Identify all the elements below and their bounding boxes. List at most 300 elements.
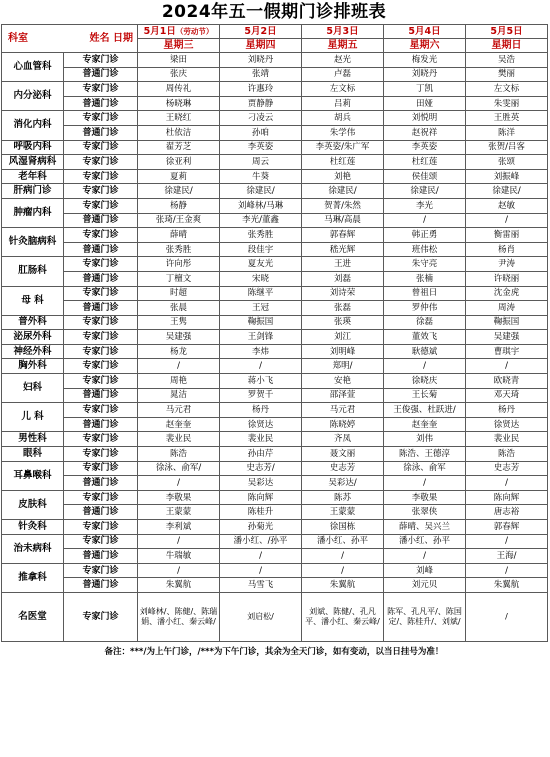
doctor-cell: 张庆 [138, 67, 220, 82]
doctor-cell: 刘伟 [384, 432, 466, 447]
dept-header-label: 科室 [8, 33, 28, 44]
doctor-cell: 马雪飞 [220, 578, 302, 593]
clinic-type: 专家门诊 [64, 330, 138, 345]
doctor-cell: 吴建强 [466, 330, 548, 345]
date-header [302, 25, 384, 39]
schedule-row [2, 476, 548, 491]
doctor-cell: 王长菊 [384, 388, 466, 403]
doctor-cell: 杨晓琳 [138, 96, 220, 111]
clinic-type: 专家门诊 [64, 534, 138, 549]
doctor-cell: / [220, 549, 302, 564]
department-name: 呼吸内科 [2, 140, 64, 155]
clinic-type: 专家门诊 [64, 155, 138, 170]
schedule-row [2, 578, 548, 593]
doctor-cell: 徐贤达 [466, 417, 548, 432]
schedule-row [2, 271, 548, 286]
doctor-cell: 邵泽萱 [302, 388, 384, 403]
doctor-cell: 马元君 [302, 403, 384, 418]
doctor-cell: 陈向辉 [220, 490, 302, 505]
doctor-cell: 聂文丽 [302, 447, 384, 462]
doctor-cell: 王胜英 [466, 111, 548, 126]
department-name: 针灸科 [2, 520, 64, 535]
clinic-type: 专家门诊 [64, 315, 138, 330]
doctor-cell: 潘小红、孙平 [384, 534, 466, 549]
doctor-cell: 刘诗荣 [302, 286, 384, 301]
clinic-type: 专家门诊 [64, 432, 138, 447]
doctor-cell: 王剑锋 [220, 330, 302, 345]
department-name: 皮肤科 [2, 490, 64, 519]
doctor-cell: 唐志裕 [466, 505, 548, 520]
clinic-type: 专家门诊 [64, 490, 138, 505]
doctor-cell: 朱学伟 [302, 125, 384, 140]
doctor-cell: 杨静 [138, 198, 220, 213]
doctor-cell: 杨龙 [138, 344, 220, 359]
department-name: 眼科 [2, 447, 64, 462]
schedule-row [2, 198, 548, 213]
doctor-cell: 吴彩达/ [302, 476, 384, 491]
clinic-type: 专家门诊 [64, 374, 138, 389]
doctor-cell: 陈浩 [138, 447, 220, 462]
schedule-row [2, 53, 548, 68]
clinic-type: 专家门诊 [64, 228, 138, 243]
doctor-cell: 张贺/吕客 [466, 140, 548, 155]
doctor-cell: 刘峰 [384, 563, 466, 578]
doctor-cell: 张瑛 [302, 315, 384, 330]
schedule-row [2, 520, 548, 535]
clinic-type: 专家门诊 [64, 286, 138, 301]
schedule-row [2, 461, 548, 476]
department-name: 名医堂 [2, 592, 64, 641]
weekday-header: 星期日 [466, 39, 548, 53]
doctor-cell: / [138, 476, 220, 491]
doctor-cell: 徐建民/ [220, 184, 302, 199]
clinic-type: 专家门诊 [64, 111, 138, 126]
doctor-cell: 张秀胜 [138, 242, 220, 257]
doctor-cell: 陈洋 [466, 125, 548, 140]
doctor-cell: 陈浩、王德淳 [384, 447, 466, 462]
doctor-cell: 陈桂升 [220, 505, 302, 520]
department-name: 肝病门诊 [2, 184, 64, 199]
doctor-cell: 刘江 [302, 330, 384, 345]
clinic-type: 专家门诊 [64, 520, 138, 535]
doctor-cell: / [466, 213, 548, 228]
doctor-cell: 李炜 [220, 344, 302, 359]
doctor-cell: 王隽 [138, 315, 220, 330]
doctor-cell: 徐建民/ [466, 184, 548, 199]
doctor-cell: 胡兵 [302, 111, 384, 126]
doctor-cell: / [302, 563, 384, 578]
schedule-row [2, 286, 548, 301]
doctor-cell: 李光 [384, 198, 466, 213]
schedule-row [2, 155, 548, 170]
schedule-row [2, 534, 548, 549]
doctor-cell: 郑明/ [302, 359, 384, 374]
doctor-cell: 刘明峰 [302, 344, 384, 359]
doctor-cell: 丁檀文 [138, 271, 220, 286]
doctor-cell: 梁田 [138, 53, 220, 68]
doctor-cell: 吴建强 [138, 330, 220, 345]
doctor-cell: 夏友光 [220, 257, 302, 272]
schedule-row [2, 125, 548, 140]
schedule-row [2, 432, 548, 447]
doctor-cell: / [138, 534, 220, 549]
doctor-cell: 王蒙蒙 [302, 505, 384, 520]
department-name: 老年科 [2, 169, 64, 184]
doctor-cell: 翟芳芝 [138, 140, 220, 155]
date-header [384, 25, 466, 39]
doctor-cell: 郭春辉 [302, 228, 384, 243]
date-note: （劳动节） [175, 26, 214, 36]
doctor-cell: 陈晓婷 [302, 417, 384, 432]
doctor-cell: 徐泳、俞军/ [138, 461, 220, 476]
doctor-cell: 周云 [220, 155, 302, 170]
clinic-type: 专家门诊 [64, 344, 138, 359]
doctor-cell: 张翠侠 [384, 505, 466, 520]
doctor-cell: 宋晓 [220, 271, 302, 286]
doctor-cell: 杨丹 [220, 403, 302, 418]
doctor-cell: 赵敏 [466, 198, 548, 213]
doctor-cell: 许向彤 [138, 257, 220, 272]
clinic-type: 普通门诊 [64, 301, 138, 316]
doctor-cell: 时超 [138, 286, 220, 301]
doctor-cell: 齐凤 [302, 432, 384, 447]
schedule-row [2, 549, 548, 564]
doctor-cell: 牛葵 [220, 169, 302, 184]
schedule-row [2, 563, 548, 578]
doctor-cell: 鞠振国 [466, 315, 548, 330]
schedule-row [2, 359, 548, 374]
doctor-cell: 陈向辉 [466, 490, 548, 505]
doctor-cell: 张楠 [384, 271, 466, 286]
schedule-row [2, 403, 548, 418]
doctor-cell: / [302, 549, 384, 564]
doctor-cell: / [220, 563, 302, 578]
doctor-cell: 田娅 [384, 96, 466, 111]
department-name: 风湿肾病科 [2, 155, 64, 170]
doctor-cell: 陈继平 [220, 286, 302, 301]
department-name: 针灸脑病科 [2, 228, 64, 257]
department-name: 神经外科 [2, 344, 64, 359]
doctor-cell: 罗仲伟 [384, 301, 466, 316]
clinic-type: 专家门诊 [64, 257, 138, 272]
doctor-cell: 刘悦明 [384, 111, 466, 126]
schedule-row [2, 315, 548, 330]
doctor-cell: 刘磊 [302, 271, 384, 286]
date-label: 5月5日 [490, 25, 523, 37]
doctor-cell: 潘小红、孙平 [302, 534, 384, 549]
doctor-cell: 赵光 [302, 53, 384, 68]
doctor-cell: 王蒙蒙 [138, 505, 220, 520]
doctor-cell: 孙咱 [220, 125, 302, 140]
schedule-row [2, 82, 548, 97]
clinic-type: 普通门诊 [64, 96, 138, 111]
doctor-cell: / [138, 563, 220, 578]
doctor-cell: / [220, 359, 302, 374]
doctor-cell: 徐国栋 [302, 520, 384, 535]
doctor-cell: 周艳 [138, 374, 220, 389]
doctor-cell: / [466, 476, 548, 491]
clinic-type: 普通门诊 [64, 271, 138, 286]
doctor-cell: 徐亚利 [138, 155, 220, 170]
doctor-cell: 郭春辉 [466, 520, 548, 535]
doctor-cell: 蒋小飞 [220, 374, 302, 389]
weekday-header: 星期四 [220, 39, 302, 53]
doctor-cell: 杨肖 [466, 242, 548, 257]
doctor-cell: 徐建民/ [384, 184, 466, 199]
doctor-cell: 邓天琦 [466, 388, 548, 403]
doctor-cell: 王晓红 [138, 111, 220, 126]
clinic-type: 普通门诊 [64, 213, 138, 228]
doctor-cell: 陈浩 [466, 447, 548, 462]
clinic-type: 专家门诊 [64, 563, 138, 578]
department-name: 治未病科 [2, 534, 64, 563]
schedule-row [2, 330, 548, 345]
weekday-header: 星期五 [302, 39, 384, 53]
doctor-cell: 裴业民 [220, 432, 302, 447]
doctor-cell: 王进 [302, 257, 384, 272]
doctor-cell: 侯佳颂 [384, 169, 466, 184]
name-date-header-label: 姓名 日期 [89, 33, 133, 44]
doctor-cell: 杜依洁 [138, 125, 220, 140]
department-name: 心血管科 [2, 53, 64, 82]
doctor-cell: 朱翼航 [302, 578, 384, 593]
doctor-cell: 裴业民 [466, 432, 548, 447]
doctor-cell: 鞠振国 [220, 315, 302, 330]
doctor-cell: 曾祖日 [384, 286, 466, 301]
schedule-row [2, 242, 548, 257]
doctor-cell: 徐磊 [384, 315, 466, 330]
doctor-cell: 张颂 [466, 155, 548, 170]
weekday-header: 星期三 [138, 39, 220, 53]
doctor-cell: 杜红莲 [302, 155, 384, 170]
clinic-type: 普通门诊 [64, 505, 138, 520]
header-corner [2, 25, 138, 53]
doctor-cell: 牛瑞敏 [138, 549, 220, 564]
date-label: 5月1日 [143, 25, 176, 37]
schedule-row [2, 417, 548, 432]
doctor-cell: / [384, 213, 466, 228]
doctor-cell: 卢磊 [302, 67, 384, 82]
doctor-cell: / [384, 549, 466, 564]
doctor-cell: 朱雯丽 [466, 96, 548, 111]
doctor-cell: 朱守亮 [384, 257, 466, 272]
department-name: 泌尿外科 [2, 330, 64, 345]
doctor-cell: 张晨 [138, 301, 220, 316]
schedule-row [2, 111, 548, 126]
doctor-cell: 潘小红、/孙平 [220, 534, 302, 549]
date-header [220, 25, 302, 39]
date-label: 5月4日 [408, 25, 441, 37]
doctor-cell: 徐晓庆 [384, 374, 466, 389]
clinic-type: 专家门诊 [64, 184, 138, 199]
doctor-cell: 嵇光辉 [302, 242, 384, 257]
department-name: 普外科 [2, 315, 64, 330]
doctor-cell: 周传礼 [138, 82, 220, 97]
schedule-row [2, 505, 548, 520]
clinic-type: 专家门诊 [64, 461, 138, 476]
doctor-cell: 李英姿/朱广军 [302, 140, 384, 155]
doctor-cell: 段佳宇 [220, 242, 302, 257]
doctor-cell: 丁凯 [384, 82, 466, 97]
schedule-body [2, 25, 548, 642]
doctor-cell: 徐建民/ [302, 184, 384, 199]
doctor-cell: 李光/董鑫 [220, 213, 302, 228]
doctor-cell: 赵奎奎 [384, 417, 466, 432]
department-name: 肛肠科 [2, 257, 64, 286]
doctor-cell: 王冠 [220, 301, 302, 316]
doctor-cell: 杜红莲 [384, 155, 466, 170]
doctor-cell: 张磊 [302, 301, 384, 316]
doctor-cell: 许惠玲 [220, 82, 302, 97]
doctor-cell: 赵祝祥 [384, 125, 466, 140]
doctor-cell: 李英姿 [220, 140, 302, 155]
clinic-type: 专家门诊 [64, 140, 138, 155]
doctor-cell: / [466, 563, 548, 578]
doctor-cell: 朱翼航 [466, 578, 548, 593]
doctor-cell: 晁洁 [138, 388, 220, 403]
schedule-row [2, 592, 548, 641]
doctor-cell: / [466, 359, 548, 374]
date-header [138, 25, 220, 39]
doctor-cell: 刘峰林/马琳 [220, 198, 302, 213]
doctor-cell: 李敬果 [138, 490, 220, 505]
doctor-cell: 韩正勇 [384, 228, 466, 243]
doctor-cell: / [138, 359, 220, 374]
doctor-cell: 徐泳、俞军 [384, 461, 466, 476]
clinic-type: 普通门诊 [64, 125, 138, 140]
doctor-cell: 刘晓丹 [384, 67, 466, 82]
clinic-type: 专家门诊 [64, 169, 138, 184]
clinic-type: 专家门诊 [64, 82, 138, 97]
doctor-cell: 衡雷丽 [466, 228, 548, 243]
schedule-row [2, 344, 548, 359]
doctor-cell: 史志芳/ [220, 461, 302, 476]
schedule-row [2, 388, 548, 403]
footnote: 备注：***/为上午门诊，/***为下午门诊，其余为全天门诊，如有变动，以当日挂号为准！ [104, 646, 444, 657]
doctor-cell: / [466, 592, 548, 641]
department-name: 母 科 [2, 286, 64, 315]
doctor-cell: 刘振峰 [466, 169, 548, 184]
clinic-type: 专家门诊 [64, 403, 138, 418]
department-name: 妇科 [2, 374, 64, 403]
date-header [466, 25, 548, 39]
doctor-cell: 孙由芹 [220, 447, 302, 462]
doctor-cell: 王俊强、杜跃进/ [384, 403, 466, 418]
doctor-cell: 李敬果 [384, 490, 466, 505]
doctor-cell: / [466, 534, 548, 549]
schedule-row [2, 67, 548, 82]
doctor-cell: 梅发光 [384, 53, 466, 68]
doctor-cell: 尹涛 [466, 257, 548, 272]
schedule-row [2, 228, 548, 243]
clinic-type: 专家门诊 [64, 198, 138, 213]
doctor-cell: 徐贤达 [220, 417, 302, 432]
clinic-type: 专家门诊 [64, 359, 138, 374]
doctor-cell: 刁凌云 [220, 111, 302, 126]
doctor-cell: 刘启松/ [220, 592, 302, 641]
doctor-cell: 朱翼航 [138, 578, 220, 593]
doctor-cell: 刘斌、陈健/、孔凡平、潘小红、秦云峰/ [302, 592, 384, 641]
doctor-cell: 张琦/王金爽 [138, 213, 220, 228]
department-name: 耳鼻喉科 [2, 461, 64, 490]
department-name: 儿 科 [2, 403, 64, 432]
doctor-cell: 徐建民/ [138, 184, 220, 199]
doctor-cell: 张靖 [220, 67, 302, 82]
doctor-cell: 李英姿 [384, 140, 466, 155]
clinic-type: 普通门诊 [64, 242, 138, 257]
doctor-cell: 刘峰林/、陈健/、陈瑞娟、潘小红、秦云峰/ [138, 592, 220, 641]
doctor-cell: 裴业民 [138, 432, 220, 447]
clinic-type: 普通门诊 [64, 578, 138, 593]
doctor-cell: 班伟松 [384, 242, 466, 257]
header-date-row [2, 25, 548, 39]
doctor-cell: 李利斌 [138, 520, 220, 535]
department-name: 男性科 [2, 432, 64, 447]
doctor-cell: 杨丹 [466, 403, 548, 418]
department-name: 内分泌科 [2, 82, 64, 111]
doctor-cell: 欧晓青 [466, 374, 548, 389]
schedule-row [2, 257, 548, 272]
clinic-type: 普通门诊 [64, 388, 138, 403]
clinic-type: 专家门诊 [64, 447, 138, 462]
doctor-cell: / [384, 359, 466, 374]
doctor-cell: 孙菊光 [220, 520, 302, 535]
clinic-type: 普通门诊 [64, 67, 138, 82]
doctor-cell: 董效飞 [384, 330, 466, 345]
doctor-cell: 吕莉 [302, 96, 384, 111]
doctor-cell: 夏莉 [138, 169, 220, 184]
clinic-type: 专家门诊 [64, 53, 138, 68]
doctor-cell: 刘艳 [302, 169, 384, 184]
clinic-type: 普通门诊 [64, 476, 138, 491]
doctor-cell: 周涛 [466, 301, 548, 316]
schedule-row [2, 96, 548, 111]
department-name: 推拿科 [2, 563, 64, 592]
doctor-cell: 许晓丽 [466, 271, 548, 286]
doctor-cell: / [384, 476, 466, 491]
schedule-row [2, 140, 548, 155]
doctor-cell: 陈军、孔凡平/、陈国定/、陈桂升/、刘斌/ [384, 592, 466, 641]
schedule-row [2, 490, 548, 505]
date-label: 5月2日 [244, 25, 277, 37]
schedule-row [2, 169, 548, 184]
doctor-cell: 贺菁/朱然 [302, 198, 384, 213]
doctor-cell: 赵奎奎 [138, 417, 220, 432]
doctor-cell: 沈金虎 [466, 286, 548, 301]
doctor-cell: 陈苏 [302, 490, 384, 505]
doctor-cell: 张秀胜 [220, 228, 302, 243]
doctor-cell: 安艳 [302, 374, 384, 389]
doctor-cell: 王海/ [466, 549, 548, 564]
schedule-row [2, 374, 548, 389]
weekday-header: 星期六 [384, 39, 466, 53]
doctor-cell: 史志芳 [302, 461, 384, 476]
doctor-cell: 史志芳 [466, 461, 548, 476]
doctor-cell: 刘晓丹 [220, 53, 302, 68]
doctor-cell: 薛晴 [138, 228, 220, 243]
doctor-cell: 吴浩 [466, 53, 548, 68]
doctor-cell: 罗贺千 [220, 388, 302, 403]
doctor-cell: 樊丽 [466, 67, 548, 82]
schedule-row [2, 213, 548, 228]
schedule-row [2, 184, 548, 199]
doctor-cell: 耿德斌 [384, 344, 466, 359]
doctor-cell: 贾静静 [220, 96, 302, 111]
doctor-cell: 薛晴、吴兴兰 [384, 520, 466, 535]
department-name: 肿瘤内科 [2, 198, 64, 227]
doctor-cell: 左文标 [466, 82, 548, 97]
doctor-cell: 刘元贝 [384, 578, 466, 593]
